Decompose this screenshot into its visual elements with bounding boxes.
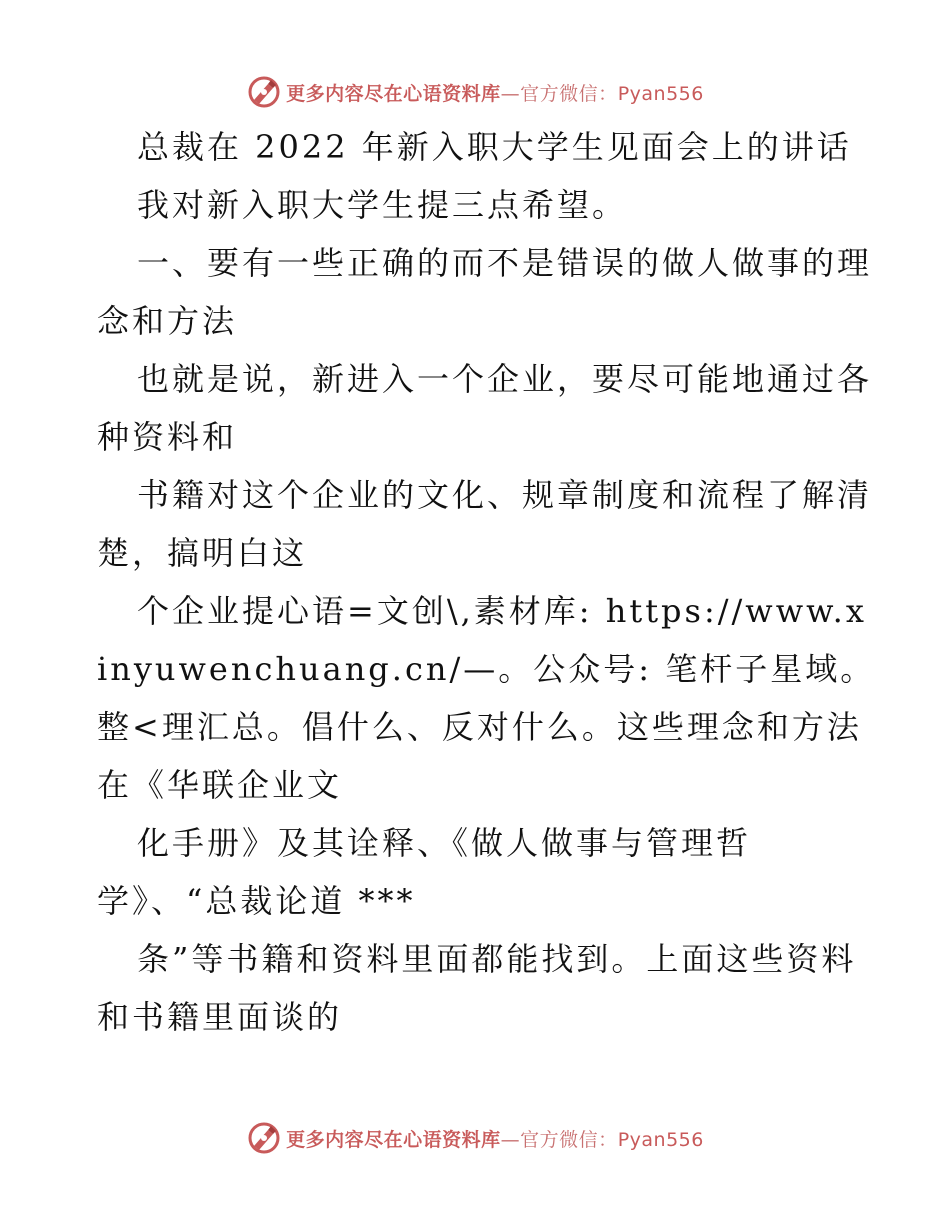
paragraph: 一、要有一些正确的而不是错误的做人做事的理念和方法	[97, 244, 873, 340]
watermark-main: 更多内容尽在心语资料库	[286, 82, 501, 105]
paragraph: 也就是说，新进入一个企业，要尽可能地通过各种资料和	[97, 360, 873, 456]
watermark-contact-id: Pyan556	[617, 1128, 704, 1151]
paragraph: 化手册》及其诠释、《做人做事与管理哲学》、“总裁论道 ***	[97, 824, 752, 920]
watermark-separator: —	[500, 1128, 521, 1151]
watermark-text	[286, 1125, 704, 1152]
paragraph: 个企业提心语=文创\,素材库: https://www.xinyuwenchuang.cn/—。公众号: 笔杆子星域。整<理汇总。倡什么、反对什么。这些理念和方法在《华联企业文	[97, 592, 876, 804]
watermark-contact-label: 官方微信：	[520, 82, 618, 105]
document-body	[97, 118, 877, 1046]
watermark-contact-label: 官方微信：	[520, 1128, 618, 1151]
footer-watermark	[0, 1118, 950, 1158]
pen-logo-icon	[246, 74, 282, 110]
watermark-text	[286, 79, 704, 106]
watermark-main: 更多内容尽在心语资料库	[286, 1128, 501, 1151]
paragraph: 条”等书籍和资料里面都能找到。上面这些资料和书籍里面谈的	[97, 940, 857, 1036]
paragraph: 书籍对这个企业的文化、规章制度和流程了解清楚，搞明白这	[97, 476, 873, 572]
watermark-contact-id: Pyan556	[617, 82, 704, 105]
pen-logo-icon	[246, 1120, 282, 1156]
document-title: 总裁在 2022 年新入职大学生见面会上的讲话	[137, 128, 852, 166]
watermark-separator: —	[500, 82, 521, 105]
header-watermark	[0, 72, 950, 112]
paragraph: 我对新入职大学生提三点希望。	[137, 186, 628, 224]
